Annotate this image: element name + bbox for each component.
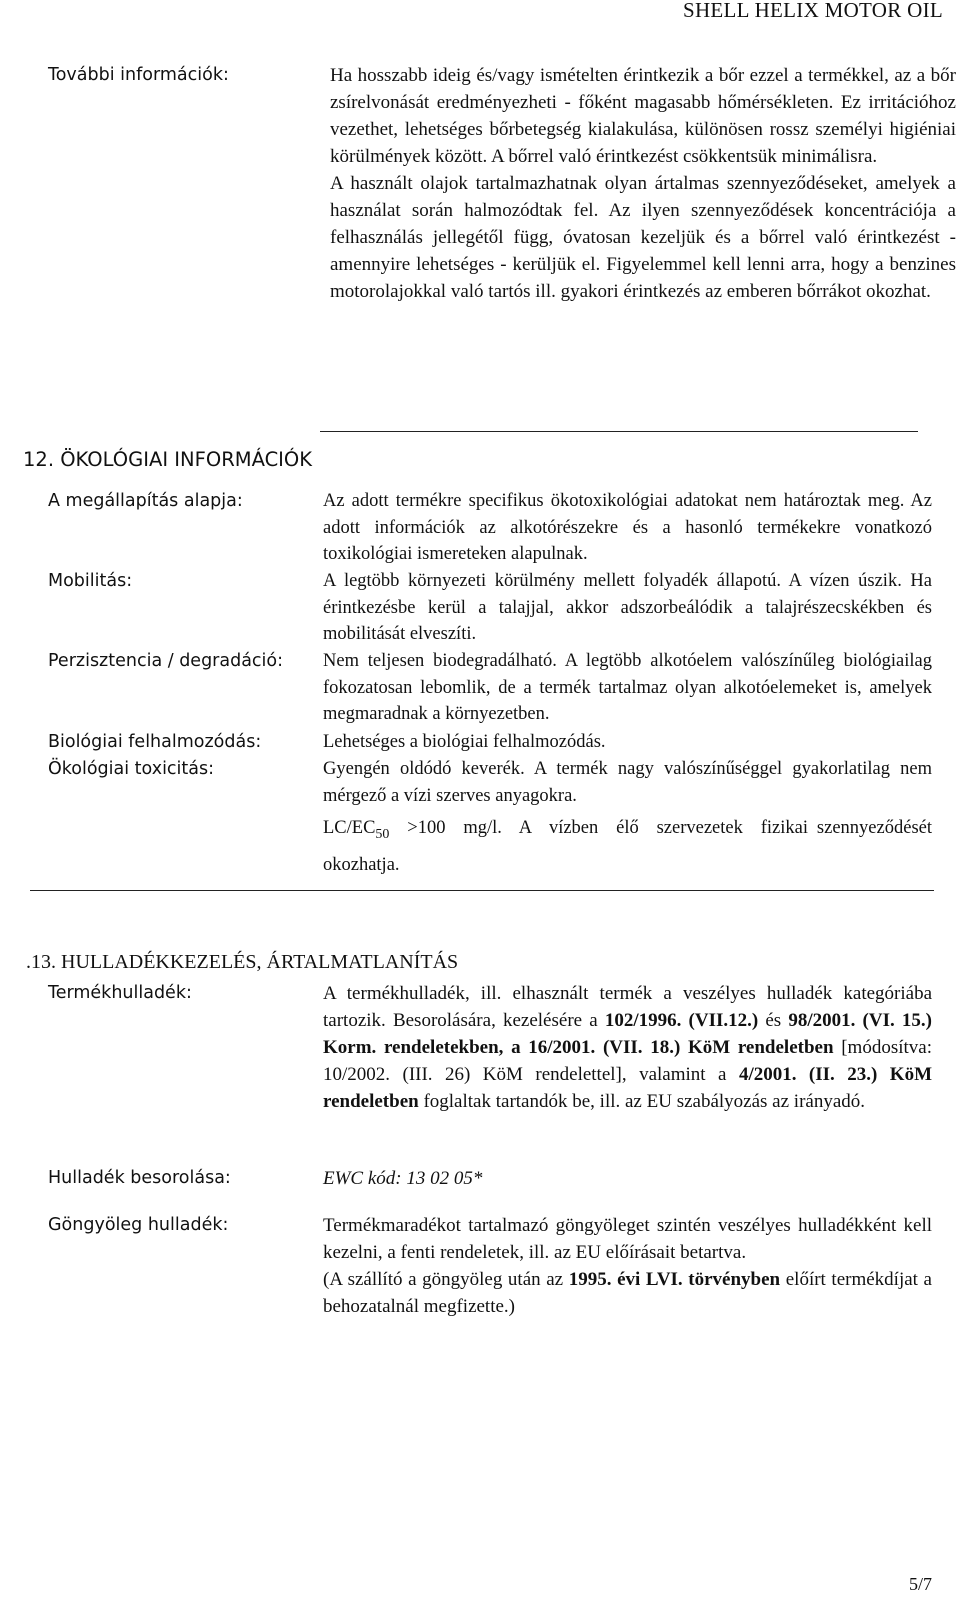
product-waste-label: Termékhulladék: [48, 983, 192, 1003]
bioaccumulation-row [48, 729, 934, 756]
product-waste-text-4: foglaltak tartandók be, ill. az EU szabályozás az irányadó. [418, 1091, 866, 1112]
packaging-bold: 1995. évi LVI. törvényben [568, 1269, 781, 1290]
section-12-heading: 12. ÖKOLÓGIAI INFORMÁCIÓK [23, 448, 313, 471]
mobility-text: A legtöbb környezeti körülmény mellett folyadék állapotú. A vízen úszik. Ha érintkezésbe kerül a talajjal, akkor adszorbeálódik a talajrészecskékben és mobilitását elveszíti. [323, 571, 932, 644]
product-waste-bold-1: 102/1996. (VII.12.) [604, 1010, 759, 1031]
waste-class-row [48, 1165, 934, 1192]
persistence-label: Perzisztencia / degradáció: [48, 651, 284, 671]
product-waste-text [323, 980, 932, 1115]
product-waste-text-2: és [758, 1010, 789, 1031]
ecotoxicity-paragraph-1: Gyengén oldódó keverék. A termék nagy valószínűséggel gyakorlatilag nem mérgező a vízi szerves anyagokra. [323, 759, 932, 806]
packaging-text-2a: (A szállító a göngyöleg után az [323, 1269, 569, 1290]
further-info-label: További információk: [48, 65, 229, 85]
product-waste-text-1: A termékhulladék, ill. elhasznált termék a veszélyes hulladék kategóriába tartozik. Besorolására, kezelésére a [323, 983, 932, 1031]
further-info-text [330, 62, 956, 305]
packaging-paragraph-2 [323, 1266, 932, 1320]
bioaccumulation-text: Lehetséges a biológiai felhalmozódás. [323, 732, 606, 752]
product-waste-text-3: [módosítva: 10/2002. (III. 26) KöM rendelettel], valamint a [323, 1037, 932, 1085]
packaging-paragraph-1: Termékmaradékot tartalmazó göngyöleget szintén veszélyes hulladékként kell kezelni, a fenti rendeletek, ill. az EU előírásait betartva. [323, 1215, 932, 1263]
packaging-text-2b: előírt termékdíjat a behozatalnál megfizette.) [323, 1269, 932, 1317]
page-number: 5/7 [908, 1574, 932, 1594]
basis-label: A megállapítás alapja: [48, 491, 243, 511]
lc-ec-subscript: 50 [375, 827, 390, 842]
ecotoxicity-text [323, 756, 937, 880]
persistence-row [48, 648, 934, 728]
further-info-paragraph-1: Ha hosszabb ideig és/vagy ismételten érintkezik a bőr ezzel a termékkel, az a bőr zsírelvonását eredményezheti - főként magasabb hőmérsékleten. Ez irritációhoz vezethet, lehetséges bőrbetegség kialakulása, különösen rossz személyi higiéniai körülmények között. A bőrrel való érintkezést csökkentsük minimálisra. [330, 65, 956, 167]
waste-class-text: EWC kód: 13 02 05* [323, 1168, 483, 1189]
further-info-paragraph-2: A használt olajok tartalmazhatnak olyan ártalmas szennyeződéseket, amelyek a használat során halmozódtak fel. Az ilyen szennyeződések koncentrációja a felhasználás jellegétől függ, óvatosan kezeljük és a bőrrel való érintkezést - amennyire lehetséges - kerüljük el. Figyelemmel kell lenni arra, hogy a benzines motorolajokkal való tartós ill. gyakori érintkezés az emberen bőrrákot okozhat. [330, 173, 956, 302]
bioaccumulation-label: Biológiai felhalmozódás: [48, 732, 262, 752]
waste-class-label: Hulladék besorolása: [48, 1168, 231, 1188]
section-13-heading: .13. HULLADÉKKEZELÉS, ÁRTALMATLANÍTÁS [26, 951, 459, 973]
basis-row [48, 488, 934, 568]
persistence-text: Nem teljesen biodegradálható. A legtöbb alkotóelem valószínűleg biológiailag fokozatosan lebomlik, de a termék tartalmaz olyan alkotóelemeket is, amelyek megmaradnak a környezetben. [323, 651, 932, 724]
lc-ec-prefix: LC/EC [323, 818, 376, 838]
document-header-title: SHELL HELIX MOTOR OIL [682, 0, 943, 22]
further-info-row [48, 62, 956, 305]
product-waste-row [48, 980, 934, 1115]
product-waste-bold-2: 98/2001. (VI. 15.) Korm. rendeletekben, a 16/2001. (VII. 18.) KöM rendeletben [323, 1010, 932, 1058]
basis-text: Az adott termékre specifikus ökotoxikológiai adatokat nem határoztak meg. Az adott információk az alkotórészekre és a hasonló termékekre vonatkozó toxikológiai ismereteken alapulnak. [323, 491, 932, 564]
lc-ec-rest: >100 mg/l. A vízben élő szervezetek fizikai szennyeződését okozhatja. [323, 818, 937, 875]
section-divider [30, 890, 934, 891]
ecotoxicity-label: Ökológiai toxicitás: [48, 759, 215, 779]
divider [320, 431, 918, 432]
ecotoxicity-row [48, 756, 937, 880]
packaging-waste-row [48, 1212, 934, 1320]
mobility-label: Mobilitás: [48, 571, 133, 591]
mobility-row [48, 568, 934, 648]
packaging-waste-text [323, 1212, 932, 1320]
product-waste-bold-3: 4/2001. (II. 23.) KöM rendeletben [323, 1064, 933, 1112]
ecotoxicity-lc-paragraph [323, 813, 937, 880]
packaging-waste-label: Göngyöleg hulladék: [48, 1215, 229, 1235]
